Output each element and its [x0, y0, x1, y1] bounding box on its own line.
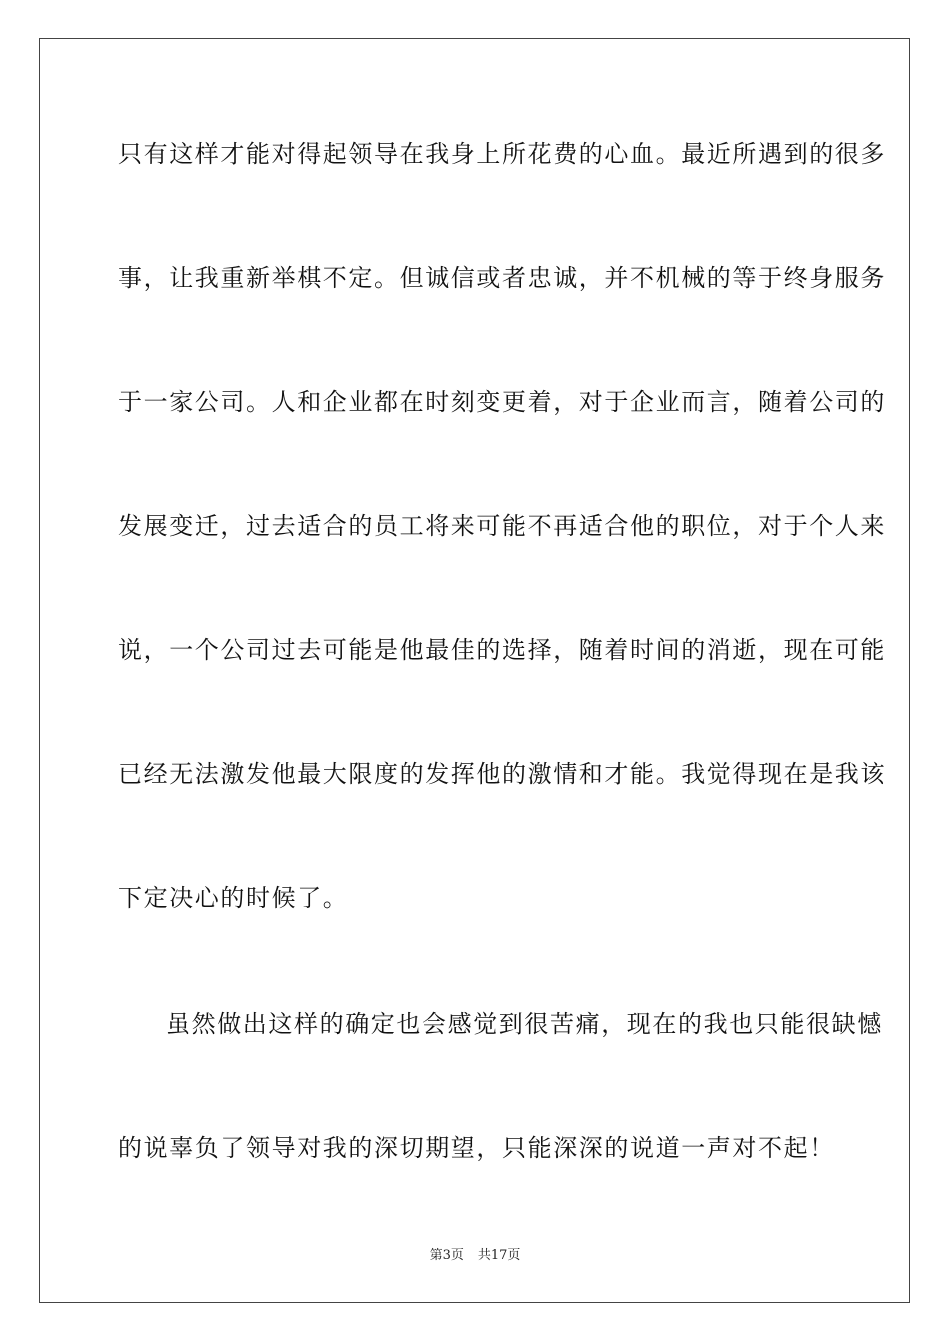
- page-border: [39, 38, 910, 1303]
- paragraph-line-4: 发展变迁，过去适合的员工将来可能不再适合他的职位，对于个人来: [118, 512, 886, 540]
- paragraph-line-6: 已经无法激发他最大限度的发挥他的激情和才能。我觉得现在是我该: [118, 760, 886, 788]
- page-number-current: 第3页: [429, 1248, 464, 1263]
- paragraph-line-8: 虽然做出这样的确定也会感觉到很苦痛，现在的我也只能很缺憾: [166, 1010, 883, 1038]
- paragraph-line-5: 说，一个公司过去可能是他最佳的选择，随着时间的消逝，现在可能: [118, 636, 886, 664]
- paragraph-line-9: 的说辜负了领导对我的深切期望，只能深深的说道一声对不起！: [118, 1134, 835, 1162]
- paragraph-line-7: 下定决心的时候了。: [118, 884, 349, 912]
- page-number-total: 共17页: [477, 1248, 521, 1263]
- page-footer: [0, 1247, 950, 1265]
- paragraph-line-3: 于一家公司。人和企业都在时刻变更着，对于企业而言，随着公司的: [118, 388, 886, 416]
- paragraph-line-1: 只有这样才能对得起领导在我身上所花费的心血。最近所遇到的很多: [118, 140, 886, 168]
- paragraph-line-2: 事，让我重新举棋不定。但诚信或者忠诚，并不机械的等于终身服务: [118, 264, 886, 292]
